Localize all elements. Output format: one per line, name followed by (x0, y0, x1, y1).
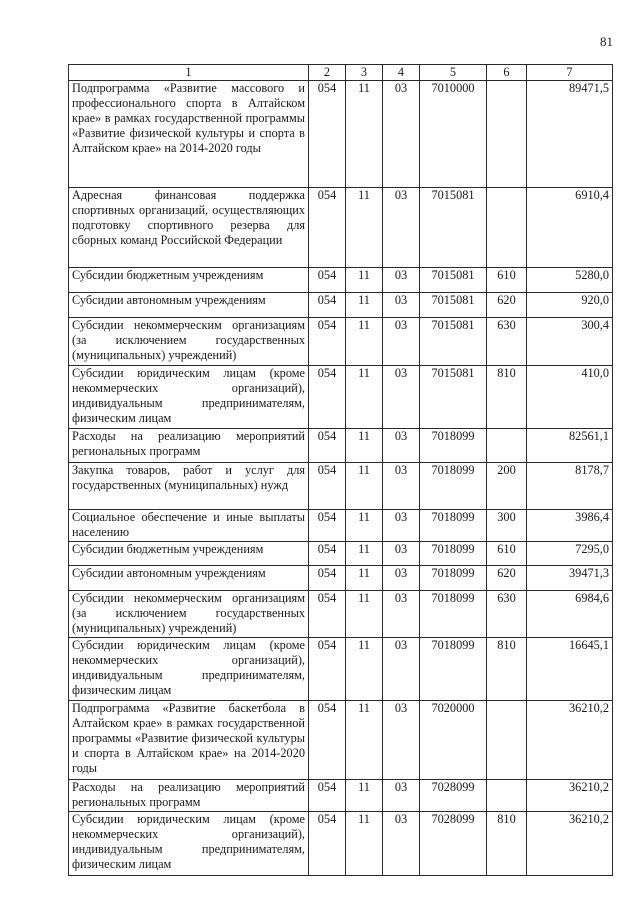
table-row (69, 81, 613, 188)
column-4-cell: 03 (383, 812, 420, 876)
amount-cell: 3986,4 (527, 510, 613, 542)
column-6-cell: 630 (487, 591, 527, 638)
column-6-cell (487, 429, 527, 463)
column-6-cell: 610 (487, 268, 527, 293)
column-4-cell: 03 (383, 81, 420, 188)
budget-item-name: Расходы на реализацию мероприятий региональных программ (69, 429, 309, 463)
column-2-cell: 054 (309, 293, 346, 318)
column-5-cell: 7015081 (420, 366, 487, 429)
column-5-cell: 7028099 (420, 780, 487, 812)
column-3-header: 3 (346, 65, 383, 81)
table-row (69, 701, 613, 780)
amount-cell: 6984,6 (527, 591, 613, 638)
column-5-cell: 7018099 (420, 463, 487, 510)
amount-cell: 410,0 (527, 366, 613, 429)
column-4-cell: 03 (383, 318, 420, 366)
column-5-cell: 7015081 (420, 293, 487, 318)
column-3-cell: 11 (346, 268, 383, 293)
column-5-cell: 7018099 (420, 591, 487, 638)
amount-cell: 36210,2 (527, 701, 613, 780)
column-6-cell (487, 81, 527, 188)
column-2-cell: 054 (309, 318, 346, 366)
table-row (69, 591, 613, 638)
column-5-header: 5 (420, 65, 487, 81)
column-5-cell: 7010000 (420, 81, 487, 188)
table-row (69, 510, 613, 542)
column-2-cell: 054 (309, 81, 346, 188)
table-header-row (69, 65, 613, 81)
column-3-cell: 11 (346, 701, 383, 780)
column-5-cell: 7018099 (420, 510, 487, 542)
column-5-cell: 7018099 (420, 566, 487, 591)
table-row (69, 268, 613, 293)
amount-cell: 39471,3 (527, 566, 613, 591)
amount-cell: 89471,5 (527, 81, 613, 188)
table-row (69, 293, 613, 318)
column-5-cell: 7028099 (420, 812, 487, 876)
table-row (69, 542, 613, 566)
column-5-cell: 7015081 (420, 188, 487, 268)
column-3-cell: 11 (346, 780, 383, 812)
budget-item-name: Закупка товаров, работ и услуг для государственных (муниципальных) нужд (69, 463, 309, 510)
column-5-cell: 7018099 (420, 638, 487, 701)
column-3-cell: 11 (346, 81, 383, 188)
column-5-cell: 7020000 (420, 701, 487, 780)
column-4-cell: 03 (383, 366, 420, 429)
column-6-cell: 200 (487, 463, 527, 510)
budget-item-name: Подпрограмма «Развитие баскетбола в Алтайском крае» в рамках государственной программы «Развитие физической культуры и спорта в Алтайском крае» на 2014-2020 годы (69, 701, 309, 780)
budget-item-name: Субсидии бюджетным учреждениям (69, 268, 309, 293)
column-6-cell: 810 (487, 366, 527, 429)
column-2-cell: 054 (309, 638, 346, 701)
column-2-cell: 054 (309, 463, 346, 510)
column-4-cell: 03 (383, 510, 420, 542)
table-row (69, 429, 613, 463)
amount-cell: 36210,2 (527, 812, 613, 876)
column-3-cell: 11 (346, 812, 383, 876)
column-6-cell: 630 (487, 318, 527, 366)
column-6-cell (487, 780, 527, 812)
amount-cell: 36210,2 (527, 780, 613, 812)
column-5-cell: 7018099 (420, 429, 487, 463)
column-2-cell: 054 (309, 366, 346, 429)
column-3-cell: 11 (346, 429, 383, 463)
column-4-cell: 03 (383, 463, 420, 510)
amount-cell: 7295,0 (527, 542, 613, 566)
budget-item-name: Социальное обеспечение и иные выплаты населению (69, 510, 309, 542)
column-5-cell: 7015081 (420, 318, 487, 366)
page-number: 81 (600, 34, 613, 49)
column-3-cell: 11 (346, 366, 383, 429)
budget-item-name: Субсидии автономным учреждениям (69, 293, 309, 318)
column-3-cell: 11 (346, 293, 383, 318)
budget-table (68, 64, 613, 876)
column-2-cell: 054 (309, 188, 346, 268)
column-3-cell: 11 (346, 591, 383, 638)
column-2-cell: 054 (309, 542, 346, 566)
column-6-cell (487, 701, 527, 780)
column-4-cell: 03 (383, 780, 420, 812)
budget-item-name: Субсидии автономным учреждениям (69, 566, 309, 591)
column-2-cell: 054 (309, 701, 346, 780)
column-4-cell: 03 (383, 188, 420, 268)
column-3-cell: 11 (346, 318, 383, 366)
column-6-cell: 620 (487, 566, 527, 591)
column-3-cell: 11 (346, 542, 383, 566)
amount-cell: 5280,0 (527, 268, 613, 293)
table-row (69, 463, 613, 510)
column-1-header: 1 (69, 65, 309, 81)
column-2-cell: 054 (309, 591, 346, 638)
budget-item-name: Субсидии юридическим лицам (кроме некоммерческих организаций), индивидуальным предпринимателям, физическим лицам (69, 638, 309, 701)
column-6-cell: 610 (487, 542, 527, 566)
column-4-cell: 03 (383, 429, 420, 463)
column-2-cell: 054 (309, 429, 346, 463)
column-3-cell: 11 (346, 463, 383, 510)
column-3-cell: 11 (346, 566, 383, 591)
amount-cell: 300,4 (527, 318, 613, 366)
column-4-cell: 03 (383, 293, 420, 318)
budget-item-name: Расходы на реализацию мероприятий региональных программ (69, 780, 309, 812)
column-6-cell: 810 (487, 638, 527, 701)
budget-item-name: Субсидии бюджетным учреждениям (69, 542, 309, 566)
column-5-cell: 7015081 (420, 268, 487, 293)
column-4-cell: 03 (383, 566, 420, 591)
column-3-cell: 11 (346, 510, 383, 542)
budget-item-name: Субсидии юридическим лицам (кроме некоммерческих организаций), индивидуальным предпринимателям, физическим лицам (69, 812, 309, 876)
table-row (69, 188, 613, 268)
column-4-cell: 03 (383, 638, 420, 701)
amount-cell: 82561,1 (527, 429, 613, 463)
column-3-cell: 11 (346, 188, 383, 268)
column-6-cell (487, 188, 527, 268)
table-row (69, 318, 613, 366)
column-6-cell: 810 (487, 812, 527, 876)
column-4-cell: 03 (383, 542, 420, 566)
table-row (69, 638, 613, 701)
column-4-header: 4 (383, 65, 420, 81)
column-2-cell: 054 (309, 812, 346, 876)
budget-item-name: Субсидии некоммерческим организациям (за исключением государственных (муниципальных) учреждений) (69, 318, 309, 366)
column-2-cell: 054 (309, 268, 346, 293)
amount-cell: 920,0 (527, 293, 613, 318)
column-5-cell: 7018099 (420, 542, 487, 566)
table-row (69, 812, 613, 876)
column-2-cell: 054 (309, 566, 346, 591)
amount-cell: 6910,4 (527, 188, 613, 268)
column-4-cell: 03 (383, 701, 420, 780)
amount-cell: 16645,1 (527, 638, 613, 701)
column-7-header: 7 (527, 65, 613, 81)
column-2-header: 2 (309, 65, 346, 81)
column-2-cell: 054 (309, 510, 346, 542)
budget-item-name: Субсидии юридическим лицам (кроме некоммерческих организаций), индивидуальным предпринимателям, физическим лицам (69, 366, 309, 429)
column-3-cell: 11 (346, 638, 383, 701)
table-row (69, 780, 613, 812)
column-6-cell: 620 (487, 293, 527, 318)
budget-item-name: Адресная финансовая поддержка спортивных организаций, осуществляющих подготовку спортивного резерва для сборных команд Российской Федерации (69, 188, 309, 268)
column-2-cell: 054 (309, 780, 346, 812)
budget-item-name: Субсидии некоммерческим организациям (за исключением государственных (муниципальных) учреждений) (69, 591, 309, 638)
table-row (69, 566, 613, 591)
column-4-cell: 03 (383, 591, 420, 638)
amount-cell: 8178,7 (527, 463, 613, 510)
column-6-cell: 300 (487, 510, 527, 542)
column-4-cell: 03 (383, 268, 420, 293)
table-row (69, 366, 613, 429)
column-6-header: 6 (487, 65, 527, 81)
budget-item-name: Подпрограмма «Развитие массового и профессионального спорта в Алтайском крае» в рамках государственной программы «Развитие физической культуры и спорта в Алтайском крае» на 2014-2020 годы (69, 81, 309, 188)
